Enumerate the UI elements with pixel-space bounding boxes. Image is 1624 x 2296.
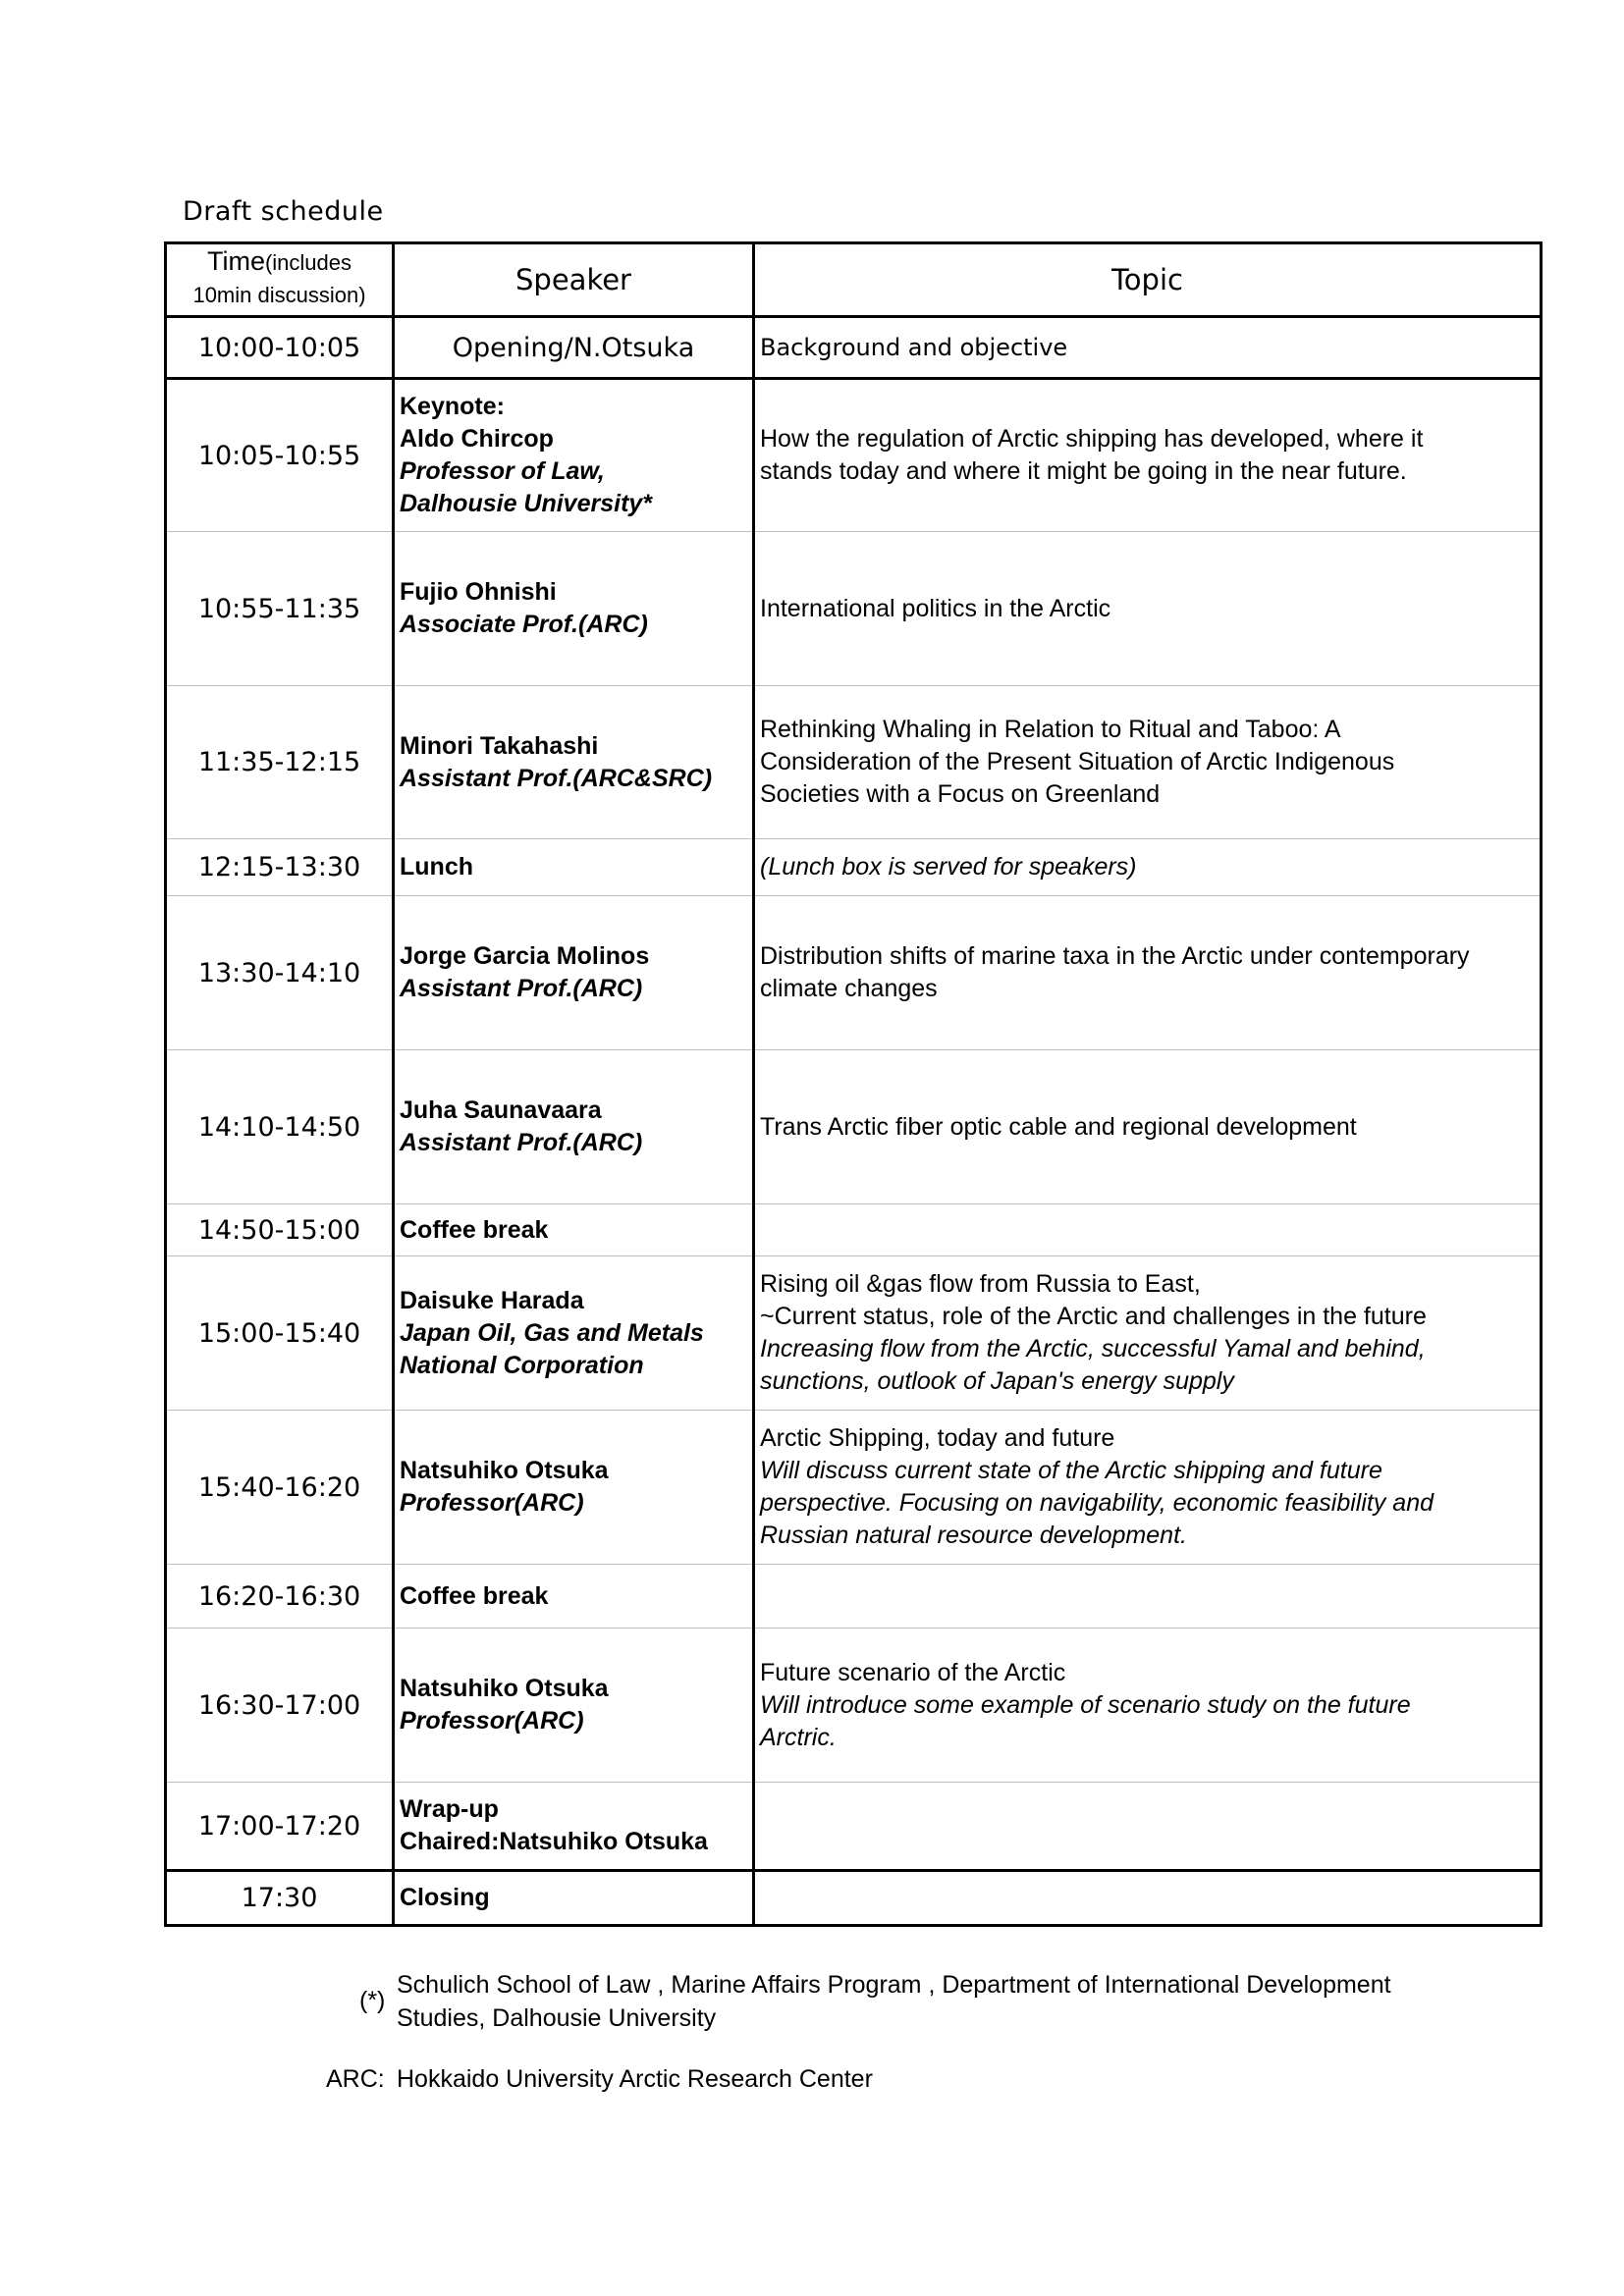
table-row — [166, 379, 1542, 532]
row-speaker: Opening/N.Otsuka — [394, 317, 754, 379]
speaker-affiliation: Dalhousie University* — [400, 490, 653, 517]
row-time: 16:30-17:00 — [166, 1629, 394, 1783]
row-speaker — [394, 1411, 754, 1565]
header-topic: Topic — [754, 243, 1542, 317]
row-speaker: Closing — [394, 1871, 754, 1926]
row-time: 13:30-14:10 — [166, 896, 394, 1050]
table-row — [166, 1411, 1542, 1565]
row-time: 17:30 — [166, 1871, 394, 1926]
speaker-name: Natsuhiko Otsuka — [400, 1675, 609, 1702]
footnote-arc-mark: ARC: — [326, 2065, 385, 2093]
row-speaker — [394, 1783, 754, 1871]
speaker-name: Chaired:Natsuhiko Otsuka — [400, 1828, 708, 1855]
topic-line: Arctric. — [760, 1723, 837, 1751]
row-time: 10:05-10:55 — [166, 379, 394, 532]
topic-line: Russian natural resource development. — [760, 1522, 1187, 1549]
row-time: 16:20-16:30 — [166, 1565, 394, 1629]
footnote-line: Schulich School of Law , Marine Affairs Program , Department of International Development — [397, 1971, 1391, 1999]
footnote-star-mark: (*) — [359, 1987, 386, 2014]
row-time: 14:50-15:00 — [166, 1204, 394, 1256]
speaker-affiliation: Professor of Law, — [400, 457, 605, 485]
row-topic — [754, 1204, 1542, 1256]
speaker-role: Keynote: — [400, 393, 505, 420]
speaker-affiliation: Associate Prof.(ARC) — [400, 611, 648, 638]
row-topic: International politics in the Arctic — [754, 532, 1542, 686]
speaker-affiliation: Professor(ARC) — [400, 1489, 584, 1517]
table-row — [166, 839, 1542, 896]
table-row — [166, 1256, 1542, 1411]
row-topic: Background and objective — [754, 317, 1542, 379]
table-row — [166, 1871, 1542, 1926]
row-time: 12:15-13:30 — [166, 839, 394, 896]
topic-line: stands today and where it might be going in the near future. — [760, 457, 1407, 485]
row-topic: Trans Arctic fiber optic cable and regional development — [754, 1050, 1542, 1204]
row-topic — [754, 1629, 1542, 1783]
row-speaker: Coffee break — [394, 1204, 754, 1256]
row-speaker — [394, 896, 754, 1050]
row-speaker — [394, 686, 754, 839]
header-time-note-2: 10min discussion) — [192, 283, 366, 307]
footnote-star-text — [397, 1968, 1516, 2035]
topic-line: Arctic Shipping, today and future — [760, 1424, 1115, 1452]
speaker-affiliation: Japan Oil, Gas and Metals — [400, 1318, 704, 1347]
speaker-role: Wrap-up — [400, 1795, 499, 1823]
table-row — [166, 532, 1542, 686]
topic-line: Increasing flow from the Arctic, successful Yamal and behind, — [760, 1335, 1426, 1362]
row-topic — [754, 1565, 1542, 1629]
topic-line: Will introduce some example of scenario study on the future — [760, 1690, 1411, 1719]
row-topic — [754, 839, 1542, 896]
row-topic — [754, 1871, 1542, 1926]
topic-line: Consideration of the Present Situation of Arctic Indigenous — [760, 748, 1395, 775]
topic-line: Rising oil &gas flow from Russia to East, — [760, 1270, 1201, 1298]
row-topic — [754, 896, 1542, 1050]
speaker-name: Daisuke Harada — [400, 1286, 584, 1314]
topic-line: ~Current status, role of the Arctic and challenges in the future — [760, 1303, 1427, 1330]
table-row — [166, 896, 1542, 1050]
row-time: 14:10-14:50 — [166, 1050, 394, 1204]
speaker-name: Minori Takahashi — [400, 731, 599, 760]
speaker-affiliation: Assistant Prof.(ARC) — [400, 975, 643, 1002]
speaker-affiliation: Assistant Prof.(ARC&SRC) — [400, 764, 713, 792]
page-title: Draft schedule — [183, 196, 384, 227]
row-speaker — [394, 532, 754, 686]
speaker-affiliation: Professor(ARC) — [400, 1707, 584, 1735]
header-time-label: Time — [206, 246, 265, 276]
speaker-affiliation: National Corporation — [400, 1351, 644, 1379]
topic-line: climate changes — [760, 975, 938, 1002]
row-time: 15:40-16:20 — [166, 1411, 394, 1565]
row-speaker: Coffee break — [394, 1565, 754, 1629]
row-time: 10:55-11:35 — [166, 532, 394, 686]
speaker-name: Aldo Chircop — [400, 425, 554, 453]
table-row — [166, 1050, 1542, 1204]
speaker-affiliation: Assistant Prof.(ARC) — [400, 1129, 643, 1156]
table-row — [166, 317, 1542, 379]
topic-line: How the regulation of Arctic shipping has developed, where it — [760, 425, 1424, 453]
row-speaker: Lunch — [394, 839, 754, 896]
table-header-row — [166, 243, 1542, 317]
topic-line: Rethinking Whaling in Relation to Ritual and Taboo: A — [760, 716, 1341, 743]
table-row — [166, 1204, 1542, 1256]
row-speaker — [394, 1050, 754, 1204]
speaker-name: Natsuhiko Otsuka — [400, 1457, 609, 1484]
topic-line: Distribution shifts of marine taxa in the Arctic under contemporary — [760, 942, 1470, 970]
row-topic — [754, 1411, 1542, 1565]
row-topic — [754, 1256, 1542, 1411]
header-time-note: (includes — [264, 250, 352, 275]
speaker-name: Fujio Ohnishi — [400, 578, 557, 606]
footnote-line: Studies, Dalhousie University — [397, 2004, 717, 2032]
row-time: 15:00-15:40 — [166, 1256, 394, 1411]
row-topic — [754, 1783, 1542, 1871]
table-row — [166, 1565, 1542, 1629]
table-row — [166, 686, 1542, 839]
topic-line: perspective. Focusing on navigability, economic feasibility and — [760, 1489, 1435, 1517]
topic-note: (Lunch box is served for speakers) — [760, 853, 1137, 881]
table-row — [166, 1629, 1542, 1783]
schedule-table — [164, 241, 1543, 1927]
row-time: 17:00-17:20 — [166, 1783, 394, 1871]
topic-line: Future scenario of the Arctic — [760, 1658, 1066, 1686]
row-speaker — [394, 379, 754, 532]
topic-line: sunctions, outlook of Japan's energy supply — [760, 1367, 1234, 1395]
speaker-name: Jorge Garcia Molinos — [400, 942, 650, 970]
topic-line: Societies with a Focus on Greenland — [760, 780, 1161, 808]
row-speaker — [394, 1256, 754, 1411]
row-topic — [754, 379, 1542, 532]
header-time — [166, 243, 394, 317]
row-time: 11:35-12:15 — [166, 686, 394, 839]
header-speaker: Speaker — [394, 243, 754, 317]
footnote-arc-text: Hokkaido University Arctic Research Center — [397, 2065, 873, 2093]
row-time: 10:00-10:05 — [166, 317, 394, 379]
topic-line: Will discuss current state of the Arctic shipping and future — [760, 1457, 1382, 1484]
table-row — [166, 1783, 1542, 1871]
row-topic — [754, 686, 1542, 839]
row-speaker — [394, 1629, 754, 1783]
speaker-name: Juha Saunavaara — [400, 1096, 602, 1124]
